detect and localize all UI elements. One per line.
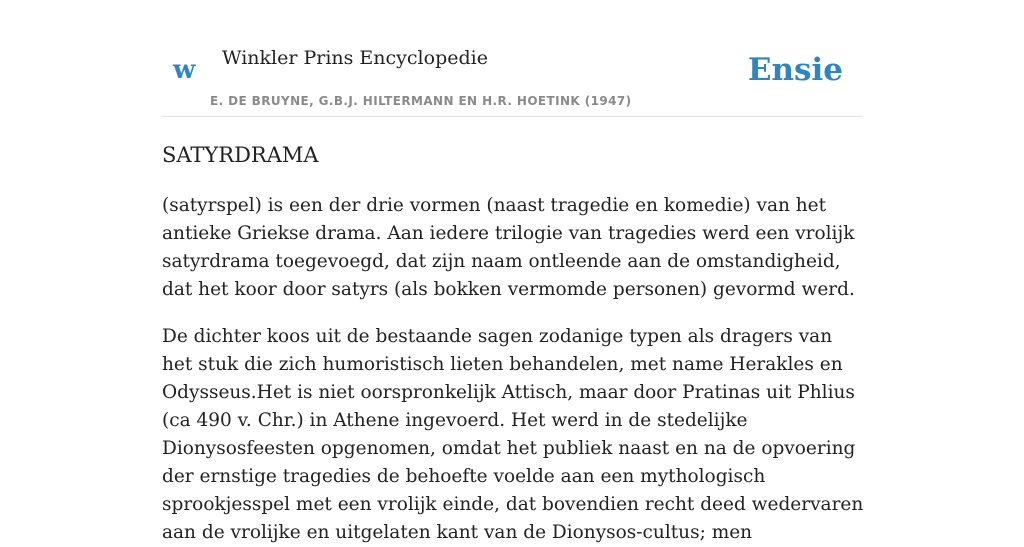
brand-logo[interactable]: Ensie [747, 52, 843, 88]
source-title[interactable]: Winkler Prins Encyclopedie [222, 47, 488, 69]
article-headword: SATYRDRAMA [162, 143, 319, 167]
article-paragraph: (satyrspel) is een der drie vormen (naast tragedie en komedie) van het antieke Griekse drama. Aan iedere trilogie van tragedies werd een vrolijk satyrdrama toegevoegd, dat zijn naam ontleende aan de omstandigheid, dat het koor door satyrs (als bokken vermomde personen) gevormd werd. [162, 195, 855, 300]
page-header [162, 0, 862, 117]
source-authors: E. DE BRUYNE, G.B.J. HILTERMANN EN H.R. HOETINK (1947) [210, 94, 632, 108]
source-logo[interactable]: w [173, 55, 196, 85]
article-paragraph: De dichter koos uit de bestaande sagen zodanige typen als dragers van het stuk die zich humoristisch lieten behandelen, met name Herakles en Odysseus.Het is niet oorspronkelijk Attisch, maar door Pratinas uit Phlius (ca 490 v. Chr.) in Athene ingevoerd. Het werd in de stedelijke Dionysosfeesten opgenomen, omdat het publiek naast en na de opvoering der ernstige tragedies de behoefte voelde aan een mythologisch sprookjesspel met een vrolijk einde, dat bovendien recht deed wedervaren aan de vrolijke en uitgelaten kant van de Dionysos-cultus; men [162, 326, 864, 543]
article [162, 140, 864, 547]
